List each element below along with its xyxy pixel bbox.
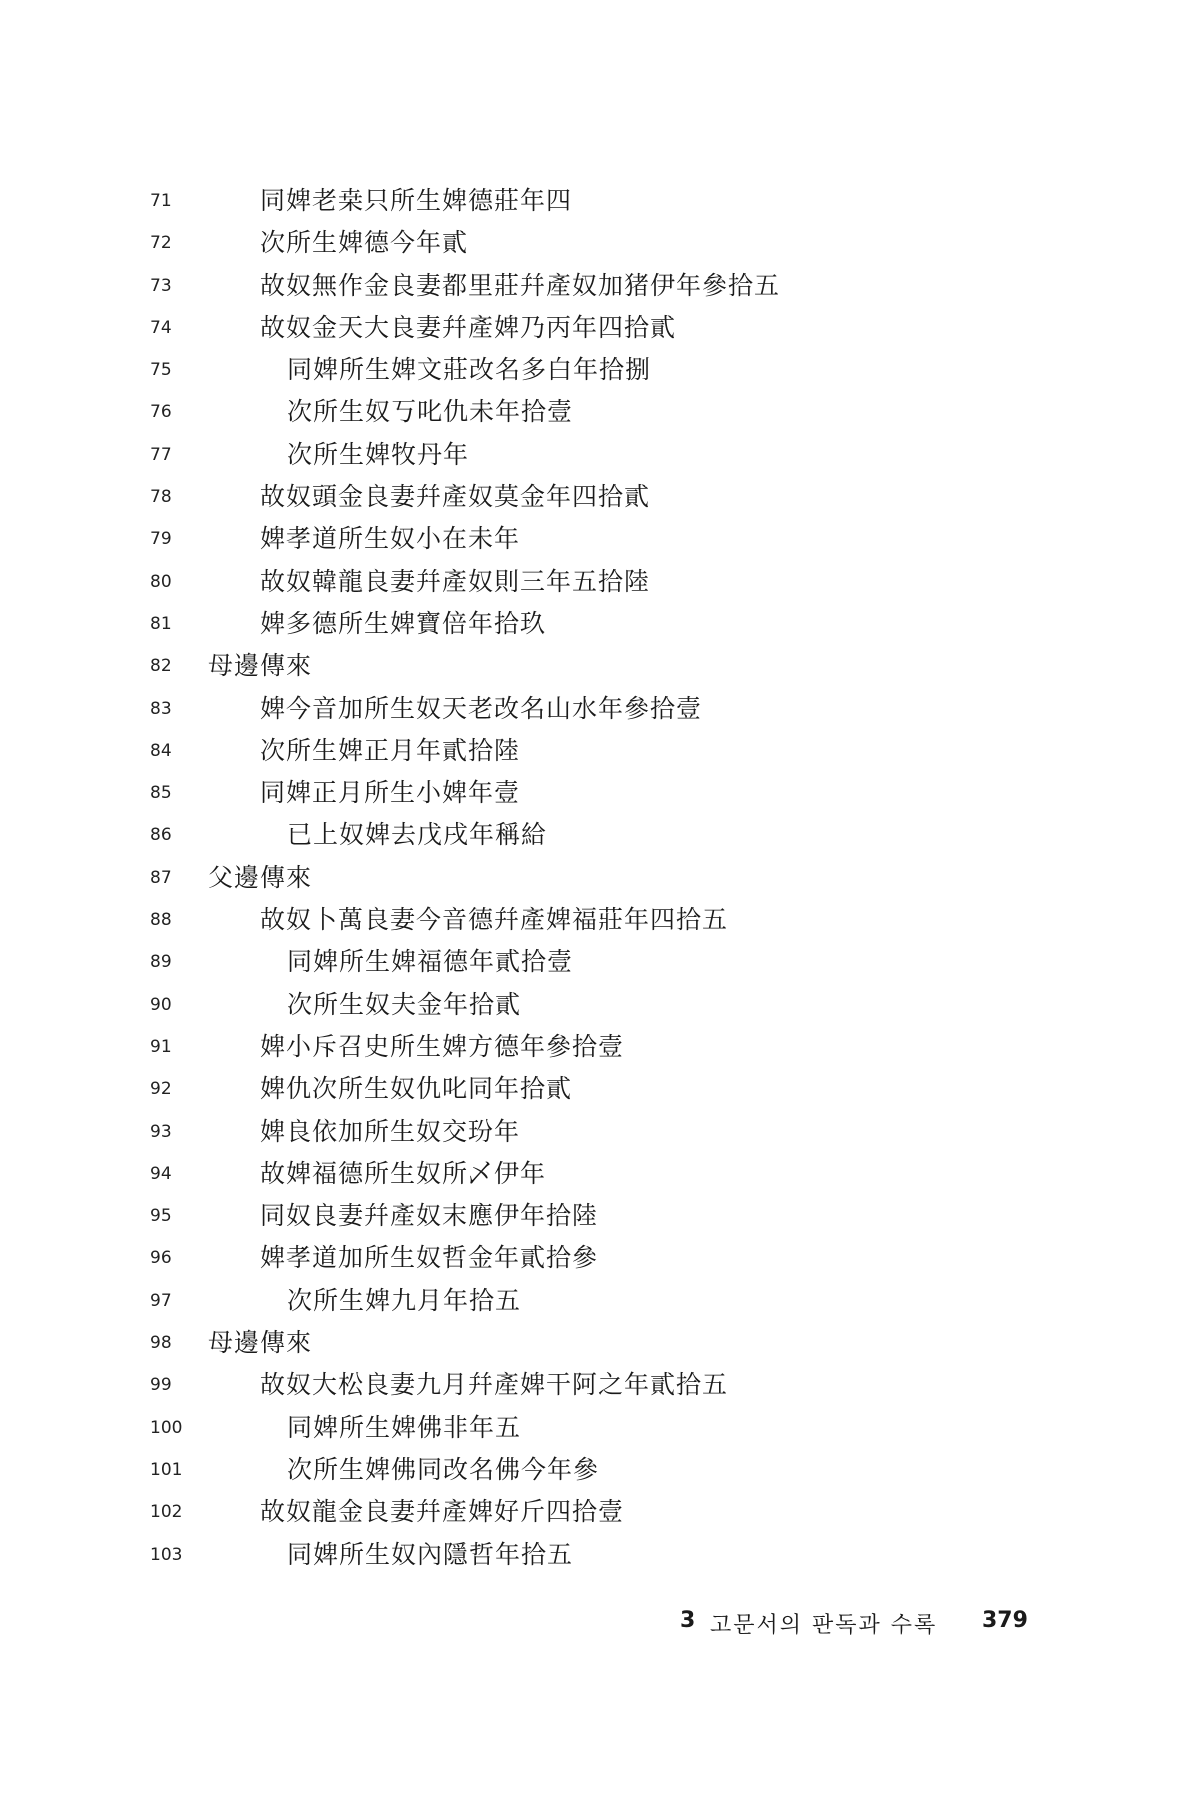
text-line (0, 223, 1200, 265)
text-line (0, 1365, 1200, 1407)
line-text: 同婢正月所生小婢年壹 (260, 778, 521, 808)
line-number: 86 (150, 825, 172, 846)
line-number: 87 (150, 867, 172, 888)
page-number: 379 (982, 1608, 1028, 1633)
line-text: 婢孝道所生奴小在未年 (260, 524, 521, 554)
text-line (0, 1196, 1200, 1238)
line-text: 次所生奴丂叱仇未年拾壹 (287, 397, 574, 427)
line-number: 82 (150, 656, 172, 677)
line-number: 79 (150, 529, 172, 550)
line-text: 同婢所生婢文莊改名多白年拾捌 (287, 355, 652, 385)
line-number: 71 (150, 191, 172, 211)
line-number: 101 (150, 1459, 183, 1480)
line-text: 同奴良妻幷產奴末應伊年拾陸 (260, 1201, 599, 1231)
line-text: 故奴大松良妻九月幷產婢干阿之年貳拾五 (260, 1370, 729, 1400)
text-line (0, 519, 1200, 561)
line-number: 102 (150, 1502, 183, 1523)
text-line (0, 815, 1200, 857)
line-number: 74 (150, 317, 172, 338)
line-text: 同婢老桒只所生婢德莊年四 (260, 186, 573, 215)
text-line (0, 1323, 1200, 1365)
line-number: 93 (150, 1121, 172, 1142)
text-line (0, 1281, 1200, 1323)
line-text: 故奴卜萬良妻今音德幷產婢福莊年四拾五 (260, 905, 729, 935)
line-text: 同婢所生婢福德年貳拾壹 (287, 947, 574, 977)
text-line (0, 1027, 1200, 1069)
text-line (0, 646, 1200, 688)
line-text: 次所生婢佛同改名佛今年參 (287, 1454, 600, 1484)
line-text: 婢小斥召史所生婢方德年參拾壹 (260, 1031, 625, 1061)
line-text: 婢良依加所生奴交玢年 (260, 1116, 521, 1146)
line-text: 同婢所生婢佛非年五 (287, 1412, 522, 1442)
text-line (0, 1112, 1200, 1154)
text-line (0, 689, 1200, 731)
line-text: 同婢所生奴內隱哲年拾五 (287, 1539, 574, 1569)
line-text: 次所生奴夫金年拾貳 (287, 989, 522, 1019)
line-text: 故奴無作金良妻都里莊幷產奴加猪伊年參拾五 (260, 270, 781, 300)
text-line (0, 773, 1200, 815)
text-line (0, 1238, 1200, 1280)
text-line (0, 900, 1200, 942)
page-footer (680, 1608, 1028, 1648)
line-number: 83 (150, 698, 172, 719)
text-line (0, 435, 1200, 477)
line-text: 婢仇次所生奴仇叱同年拾貳 (260, 1074, 573, 1104)
text-line (0, 181, 1200, 223)
text-line (0, 1535, 1200, 1577)
line-number: 97 (150, 1290, 172, 1311)
line-text: 父邊傳來 (208, 862, 313, 892)
line-number: 77 (150, 444, 172, 465)
text-line (0, 858, 1200, 900)
line-text: 次所生婢正月年貳拾陸 (260, 735, 521, 765)
line-text: 次所生婢德今年貳 (260, 228, 469, 258)
line-number: 75 (150, 360, 172, 381)
line-text: 故奴韓龍良妻幷產奴則三年五拾陸 (260, 566, 651, 596)
text-line (0, 266, 1200, 308)
text-line (0, 985, 1200, 1027)
footer-section-number: 3 (680, 1608, 696, 1633)
text-line (0, 1408, 1200, 1450)
line-number: 91 (150, 1036, 172, 1057)
line-number: 94 (150, 1163, 172, 1184)
line-number: 95 (150, 1206, 172, 1227)
line-number: 73 (150, 275, 172, 296)
text-line (0, 1069, 1200, 1111)
text-line (0, 350, 1200, 392)
text-line (0, 1154, 1200, 1196)
transcription-lines (0, 181, 1200, 1577)
line-text: 婢今音加所生奴天老改名山水年參拾壹 (260, 693, 703, 723)
line-number: 81 (150, 613, 172, 634)
line-number: 85 (150, 783, 172, 804)
line-text: 婢孝道加所生奴哲金年貳拾參 (260, 1243, 599, 1273)
line-text: 故奴金天大良妻幷產婢乃丙年四拾貳 (260, 312, 677, 342)
text-line (0, 308, 1200, 350)
text-line (0, 477, 1200, 519)
text-line (0, 731, 1200, 773)
line-number: 90 (150, 994, 172, 1015)
text-line (0, 562, 1200, 604)
line-number: 89 (150, 952, 172, 973)
line-number: 98 (150, 1333, 172, 1354)
line-number: 72 (150, 233, 172, 254)
line-text: 母邊傳來 (208, 1328, 313, 1358)
text-line (0, 392, 1200, 434)
line-number: 100 (150, 1417, 183, 1438)
text-line (0, 1450, 1200, 1492)
line-text: 次所生婢九月年拾五 (287, 1285, 522, 1315)
text-line (0, 942, 1200, 984)
line-text: 已上奴婢去戊戌年稱給 (287, 820, 548, 850)
line-number: 103 (150, 1544, 183, 1565)
line-text: 母邊傳來 (208, 651, 313, 681)
line-number: 96 (150, 1248, 172, 1269)
line-number: 88 (150, 910, 172, 931)
line-text: 故婢福德所生奴所乄伊年 (260, 1158, 547, 1188)
line-number: 99 (150, 1375, 172, 1396)
line-number: 78 (150, 487, 172, 508)
line-number: 92 (150, 1079, 172, 1100)
line-text: 婢多德所生婢寶倍年拾玖 (260, 608, 547, 638)
line-text: 次所生婢牧丹年 (287, 439, 470, 469)
text-line (0, 604, 1200, 646)
line-text: 故奴頭金良妻幷產奴莫金年四拾貳 (260, 482, 651, 512)
footer-chapter-title: 고문서의 판독과 수록 (710, 1613, 938, 1638)
line-number: 84 (150, 740, 172, 761)
text-line (0, 1492, 1200, 1534)
line-number: 76 (150, 402, 172, 423)
line-number: 80 (150, 571, 172, 592)
line-text: 故奴龍金良妻幷產婢好斤四拾壹 (260, 1497, 625, 1527)
